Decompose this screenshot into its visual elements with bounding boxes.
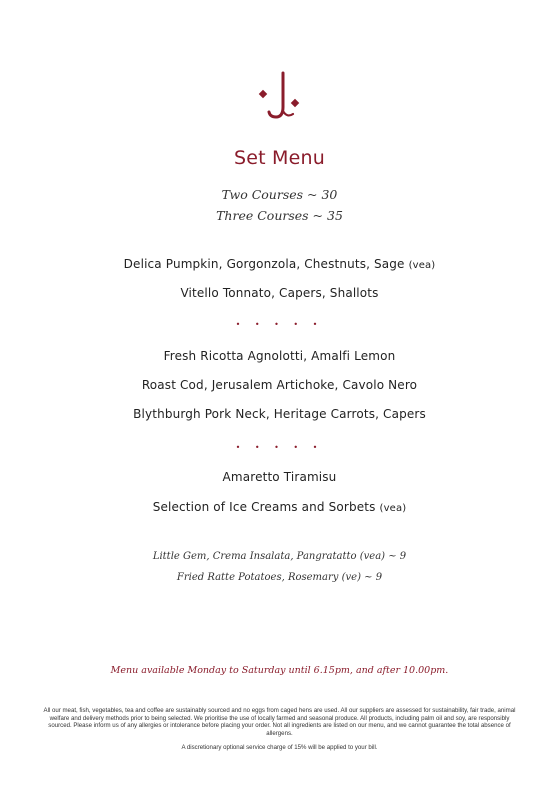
dietary-note: (vea) — [408, 260, 436, 271]
price-two-courses: Two Courses ~ 30 — [221, 187, 338, 202]
page-title: Set Menu — [233, 147, 325, 169]
main-item — [0, 349, 559, 363]
dietary-note: (vea) — [379, 503, 407, 514]
dish-name: Fresh Ricotta Agnolotti, Amalfi Lemon — [163, 349, 396, 363]
dish-name: Delica Pumpkin, Gorgonzola, Chestnuts, Sage — [123, 257, 405, 271]
dessert-item — [0, 500, 559, 514]
dish-name: Roast Cod, Jerusalem Artichoke, Cavolo Nero — [141, 378, 418, 392]
dish-name: Blythburgh Pork Neck, Heritage Carrots, Capers — [133, 407, 426, 421]
restaurant-monogram-logo — [257, 71, 303, 123]
availability-note: Menu available Monday to Saturday until 6.15pm, and after 10.00pm. — [110, 665, 449, 676]
main-item — [0, 378, 559, 392]
starter-item — [0, 257, 559, 271]
service-charge-note: A discretionary optional service charge of 15% will be applied to your bill. — [181, 744, 378, 751]
sourcing-note: All our meat, fish, vegetables, tea and coffee are sustainably sourced and no eggs from caged hens are used. All our suppliers are assessed for sustainability, fair trade, animal welfare and delivery methods prior to being selected. We prioritise the use of locally farmed and seasonal produce. All products, including palm oil and soy, are responsibly sourced. Please inform us of any allergies or intolerance before placing your order. Not all ingredients are listed on our menu, and we cannot guarantee the total absence of allergens. — [43, 707, 516, 737]
dish-name: Selection of Ice Creams and Sorbets — [152, 500, 376, 514]
section-separator: • • • • • — [235, 320, 324, 329]
price-three-courses: Three Courses ~ 35 — [216, 208, 343, 223]
dish-name: Amaretto Tiramisu — [222, 470, 337, 484]
starter-item — [0, 286, 559, 300]
dish-name: Vitello Tonnato, Capers, Shallots — [180, 286, 379, 300]
main-item — [0, 407, 559, 421]
section-separator: • • • • • — [235, 443, 324, 452]
side-item: Little Gem, Crema Insalata, Pangratatto (vea) ~ 9 — [152, 551, 407, 562]
dessert-item — [0, 470, 559, 484]
side-item: Fried Ratte Potatoes, Rosemary (ve) ~ 9 — [176, 572, 383, 583]
